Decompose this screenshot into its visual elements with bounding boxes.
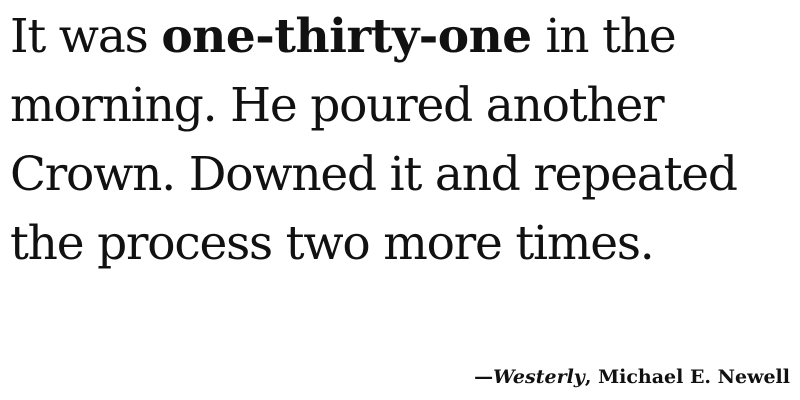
- attribution: [474, 366, 790, 388]
- quote-line-1: [10, 2, 795, 71]
- quote-text: [10, 2, 795, 278]
- quote-line-1-pre: It was: [10, 9, 162, 64]
- quote-line-1-post: in the: [531, 9, 676, 64]
- quote-emphasis: one-thirty-one: [161, 9, 532, 64]
- quote-line-2: morning. He poured another: [10, 78, 664, 133]
- quote-line-3: Crown. Downed it and repeated: [10, 147, 737, 202]
- quote-line-4: the process two more times.: [10, 216, 654, 271]
- attribution-separator: ,: [584, 366, 599, 388]
- attribution-work-title: Westerly: [493, 366, 585, 388]
- attribution-author: Michael E. Newell: [598, 366, 790, 388]
- attribution-dash: —: [474, 366, 494, 388]
